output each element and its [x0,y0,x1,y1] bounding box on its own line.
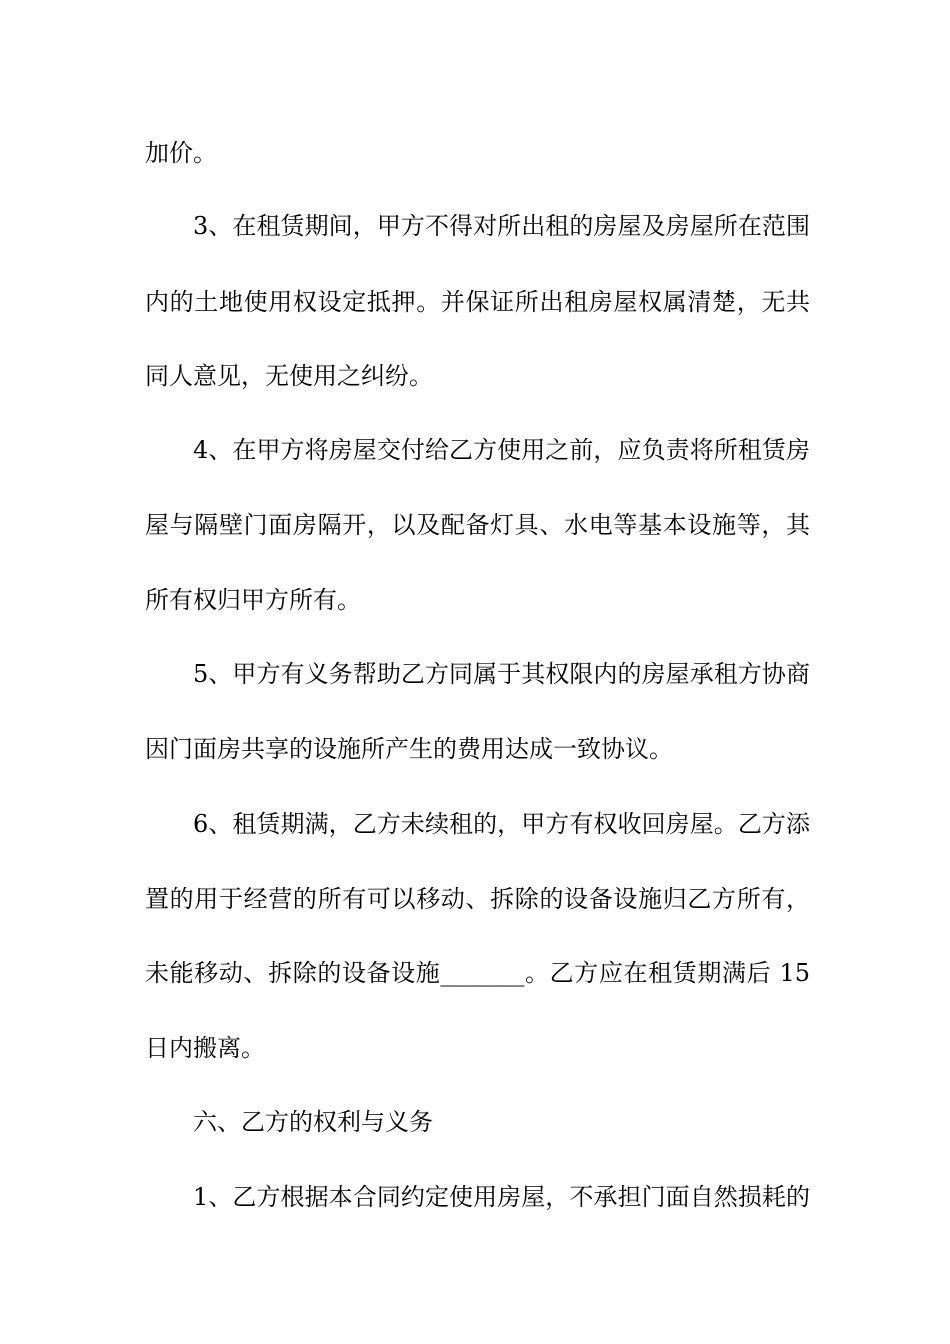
text-line-7: 所有权归甲方所有。 [145,586,361,614]
text-line-15: 1、乙方根据本合同约定使用房屋，不承担门面自然损耗的 [193,1183,810,1211]
text-line-11: 置的用于经营的所有可以移动、拆除的设备设施归乙方所有， [145,885,810,913]
text-line-9: 因门面房共享的设施所产生的费用达成一致协议。 [145,735,673,763]
text-line-6: 屋与隔壁门面房隔开，以及配备灯具、水电等基本设施等，其 [145,511,810,539]
text-line-5: 4、在甲方将房屋交付给乙方使用之前，应负责将所租赁房 [193,436,810,464]
text-line-1: 加价。 [145,139,217,167]
text-line-8: 5、甲方有义务帮助乙方同属于其权限内的房屋承租方协商 [193,660,810,688]
text-line-2: 3、在租赁期间，甲方不得对所出租的房屋及房屋所在范围 [193,212,810,240]
text-line-10: 6、租赁期满，乙方未续租的，甲方有权收回房屋。乙方添 [193,810,810,838]
section-heading: 六、乙方的权利与义务 [193,1108,433,1136]
text-line-13: 日内搬离。 [145,1034,265,1062]
text-line-4: 同人意见，无使用之纠纷。 [145,362,433,390]
text-line-3: 内的土地使用权设定抵押。并保证所出租房屋权属清楚，无共 [145,288,810,316]
text-line-12: 未能移动、拆除的设备设施_______。乙方应在租赁期满后 15 [145,959,810,987]
